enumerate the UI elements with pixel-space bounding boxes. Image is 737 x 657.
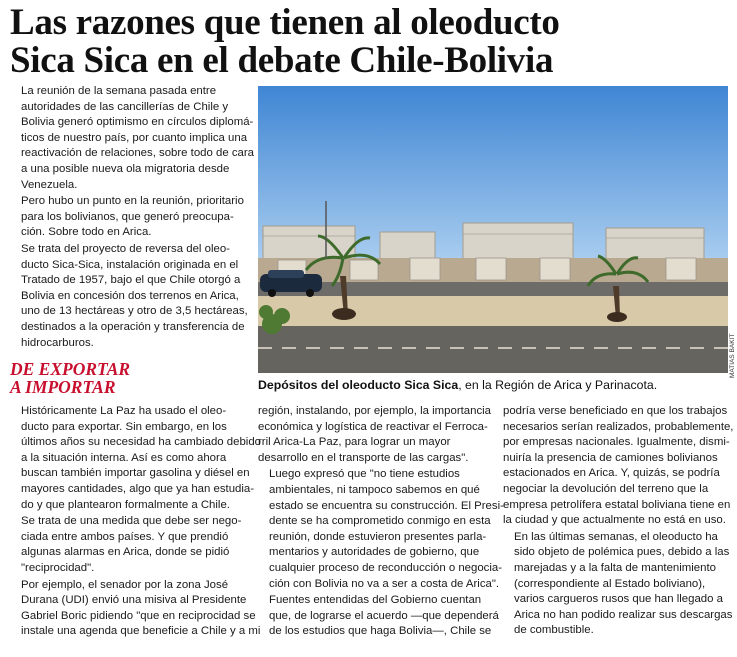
subhead-line-2: A IMPORTAR xyxy=(10,377,116,397)
text-line: marejadas y a la falta de mantenimiento xyxy=(514,561,716,574)
text-line: buscan también importar gasolina y diésel en xyxy=(21,467,250,480)
text-line: dente se ha comprometido conmigo en esta xyxy=(269,515,491,528)
text-line: ducto Sica-Sica, instalación originada en el xyxy=(21,258,239,271)
text-line: estacionados en Arica. Y, quizás, se podría xyxy=(503,467,720,480)
text-line: (correspondiente al Estado boliviano), xyxy=(514,577,706,590)
text-line: Bolivia en concesión dos terrenos en Arica, xyxy=(21,289,239,302)
text-line: cualquier proceso de reconducción o negocia- xyxy=(269,561,503,574)
text-line: Por ejemplo, el senador por la zona José xyxy=(21,578,229,591)
text-line: a la situación interna. Así es como ahora xyxy=(21,451,227,464)
text-line: hidrocarburos. xyxy=(21,336,94,349)
text-line: instale una agenda que beneficie a Chile y a mi xyxy=(21,625,261,638)
photo-caption xyxy=(258,377,736,393)
text-line: desarrollo en el transporte de las cargas". xyxy=(258,451,469,464)
text-line: En las últimas semanas, el oleoducto ha xyxy=(514,530,718,543)
text-line: destinados a la operación y transferencia de xyxy=(21,320,245,333)
text-line: reunión, donde estuvieron presentes parla- xyxy=(269,530,487,543)
paragraph xyxy=(10,514,250,576)
body-column-3 xyxy=(503,404,735,640)
text-line: Arica no han podido realizar sus descargas xyxy=(514,608,733,621)
text-line: Luego expresó que "no tiene estudios xyxy=(269,468,460,481)
paragraph xyxy=(503,530,735,639)
text-line: La reunión de la semana pasada entre xyxy=(21,85,217,97)
paragraph xyxy=(503,404,735,529)
text-line: Históricamente La Paz ha usado el oleo- xyxy=(21,405,227,417)
text-line: autoridades de las cancillerías de Chile y xyxy=(21,100,229,113)
paragraph xyxy=(258,467,504,592)
paragraph xyxy=(10,194,250,241)
text-line: mayores cantidades, algo que ya han estudia- xyxy=(21,482,255,495)
text-line: ción. Sobre todo en Arica. xyxy=(21,226,152,239)
text-line: empresa petrolífera estatal boliviana tiene en xyxy=(503,498,731,511)
text-line: que, de lograrse el acuerdo —que dependerá xyxy=(269,609,499,622)
text-line: Se trata de una medida que debe ser nego- xyxy=(21,515,242,528)
caption-rest: , en la Región de Arica y Parinacota. xyxy=(458,378,658,392)
text-line: para los bolivianos, que generó preocupa- xyxy=(21,210,234,223)
headline-line-1: Las razones que tienen al oleoducto xyxy=(10,2,560,43)
text-line: necesarios serían realizados, probablemente, xyxy=(503,420,734,433)
text-line: económica y logística de reactivar el Ferroca- xyxy=(258,420,488,433)
subhead-line-1: DE EXPORTAR xyxy=(10,359,131,379)
text-line: mentarios y autoridades de gobierno, que xyxy=(269,546,480,559)
text-line: rril Arica-La Paz, para lograr un mayor xyxy=(258,436,451,449)
headline xyxy=(10,4,730,80)
text-line: ciada entre ambos países. Y que prendió xyxy=(21,530,229,543)
body-column-1 xyxy=(10,404,261,641)
text-line: ambientales, ni tampoco sabemos en qué xyxy=(269,483,480,496)
text-line: sido objeto de polémica pues, debido a las xyxy=(514,546,730,559)
paragraph xyxy=(10,578,261,640)
text-line: últimos años su necesidad ha cambiado debido xyxy=(21,436,261,449)
text-line: Fuentes entendidas del Gobierno cuentan xyxy=(269,594,482,607)
text-line: Durana (UDI) envió una misiva al Presidente xyxy=(21,594,247,607)
body-column-2 xyxy=(258,404,504,641)
text-line: Gabriel Boric pidiendo "que en reciprocidad se xyxy=(21,609,256,622)
text-line: reactivación de relaciones, sobre todo de cara xyxy=(21,147,255,160)
paragraph xyxy=(10,242,250,351)
text-line: Tratado de 1957, bajo el que Chile otorgó a xyxy=(21,274,241,287)
caption-bold: Depósitos del oleoducto Sica Sica xyxy=(258,378,459,392)
text-line: podría verse beneficiado en que los trabajos xyxy=(503,405,728,417)
text-line: la ciudad y que actualmente no está en uso. xyxy=(503,514,726,527)
text-line: "reciprocidad". xyxy=(21,561,95,574)
text-line: por empresas nacionales. Igualmente, dismi- xyxy=(503,436,730,449)
oil-depot-photo xyxy=(258,86,728,373)
text-line: do y que plantearon formalmente a Chile. xyxy=(21,498,230,511)
text-line: Bolivia generó optimismo en círculos diplomá- xyxy=(21,116,254,129)
text-line: de combustible. xyxy=(514,624,594,637)
headline-line-2: Sica Sica en el debate Chile-Bolivia xyxy=(10,40,554,81)
paragraph xyxy=(10,404,261,513)
text-line: varios cargueros rusos que han llegado a xyxy=(514,593,723,606)
text-line: ducto para exportar. Sin embargo, en los xyxy=(21,420,227,433)
text-line: ticos de nuestro país, por cuanto implica una xyxy=(21,131,248,144)
paragraph xyxy=(10,84,255,193)
text-line: uno de 13 hectáreas y otro de 3,5 hectáreas, xyxy=(21,305,248,318)
news-photo xyxy=(258,86,728,373)
text-line: nuiría la presencia de camiones bolivianos xyxy=(503,451,718,464)
text-line: algunas alarmas en Arica, donde se pidió xyxy=(21,546,230,559)
text-line: negociar la devolución del terreno que la xyxy=(503,482,709,495)
text-line: Se trata del proyecto de reversa del oleo- xyxy=(21,242,230,255)
text-line: estado se encuentra su construcción. El Presi- xyxy=(269,499,504,512)
intro-column xyxy=(10,84,255,352)
text-line: región, instalando, por ejemplo, la importancia xyxy=(258,405,492,417)
text-line: ción con Bolivia no va a ser a costa de Arica". xyxy=(269,577,500,590)
paragraph xyxy=(258,593,499,640)
paragraph xyxy=(258,404,496,466)
text-line: Venezuela. xyxy=(21,178,78,191)
text-line: a una posible nueva ola migratoria desde xyxy=(21,162,230,175)
photo-credit: MATIAS BAKIT xyxy=(729,333,736,378)
section-subhead xyxy=(10,360,250,396)
text-line: de los estudios que haga Bolivia—, Chile se xyxy=(269,625,492,638)
text-line: Pero hubo un punto en la reunión, prioritario xyxy=(21,195,244,208)
